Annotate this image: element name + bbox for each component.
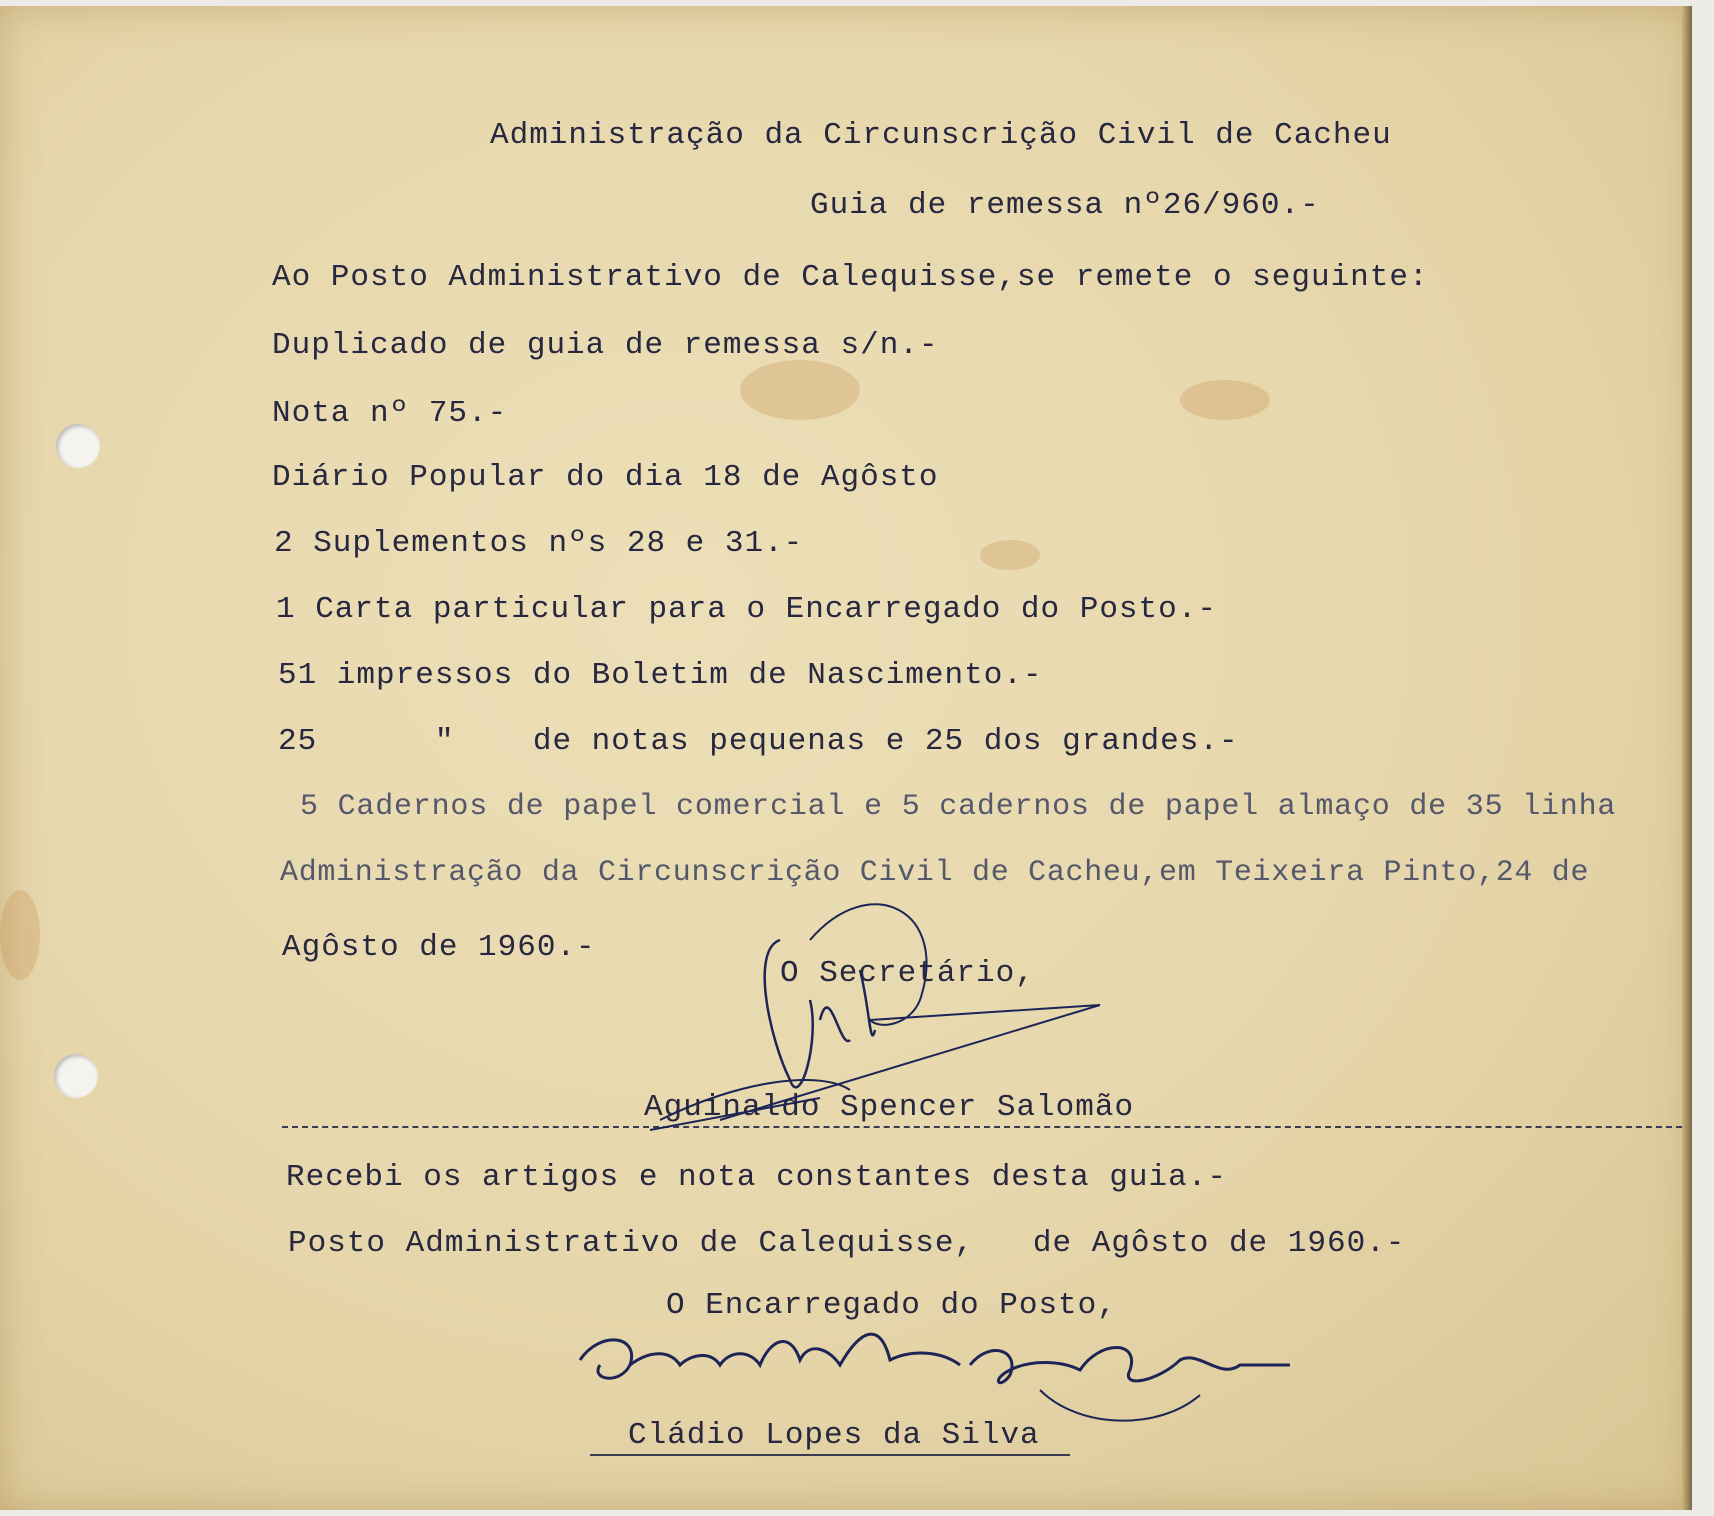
officer-name: Cládio Lopes da Silva bbox=[628, 1418, 1040, 1453]
item-line: 5 Cadernos de papel comercial e 5 cadernos de papel almaço de 35 linha bbox=[300, 790, 1617, 824]
secretary-title: O Secretário, bbox=[780, 956, 1035, 991]
item-line: Nota nº 75.- bbox=[272, 396, 508, 431]
punch-hole bbox=[54, 1054, 98, 1098]
paper-stain bbox=[980, 540, 1040, 570]
paper-edge bbox=[1682, 6, 1692, 1510]
paper-stain bbox=[1180, 380, 1270, 420]
receipt-place: Posto Administrativo de Calequisse, de Agôsto de 1960.- bbox=[288, 1226, 1406, 1261]
place-date-line: Administração da Circunscrição Civil de Cacheu,em Teixeira Pinto,24 de bbox=[280, 856, 1590, 890]
paper-stain bbox=[740, 360, 860, 420]
receipt-text: Recebi os artigos e nota constantes desta guia.- bbox=[286, 1160, 1227, 1195]
place-date-line: Agôsto de 1960.- bbox=[282, 930, 596, 965]
item-line: 1 Carta particular para o Encarregado do Posto.- bbox=[276, 592, 1217, 627]
officer-rule bbox=[590, 1454, 1070, 1456]
item-line: Duplicado de guia de remessa s/n.- bbox=[272, 328, 939, 363]
document-header: Administração da Circunscrição Civil de Cacheu bbox=[490, 118, 1392, 153]
item-line: Diário Popular do dia 18 de Agôsto bbox=[272, 460, 939, 495]
recipient-line: Ao Posto Administrativo de Calequisse,se remete o seguinte: bbox=[272, 260, 1429, 295]
punch-hole bbox=[56, 424, 100, 468]
item-line: 25 " de notas pequenas e 25 dos grandes.- bbox=[278, 724, 1239, 759]
document-title: Guia de remessa nº26/960.- bbox=[810, 188, 1320, 223]
paper-stain bbox=[0, 890, 40, 980]
secretary-signature bbox=[620, 880, 1120, 1180]
item-line: 51 impressos do Boletim de Nascimento.- bbox=[278, 658, 1043, 693]
secretary-name: Aguinaldo Spencer Salomão bbox=[644, 1090, 1135, 1125]
officer-title: O Encarregado do Posto, bbox=[666, 1288, 1117, 1323]
item-line: 2 Suplementos nºs 28 e 31.- bbox=[274, 526, 804, 561]
